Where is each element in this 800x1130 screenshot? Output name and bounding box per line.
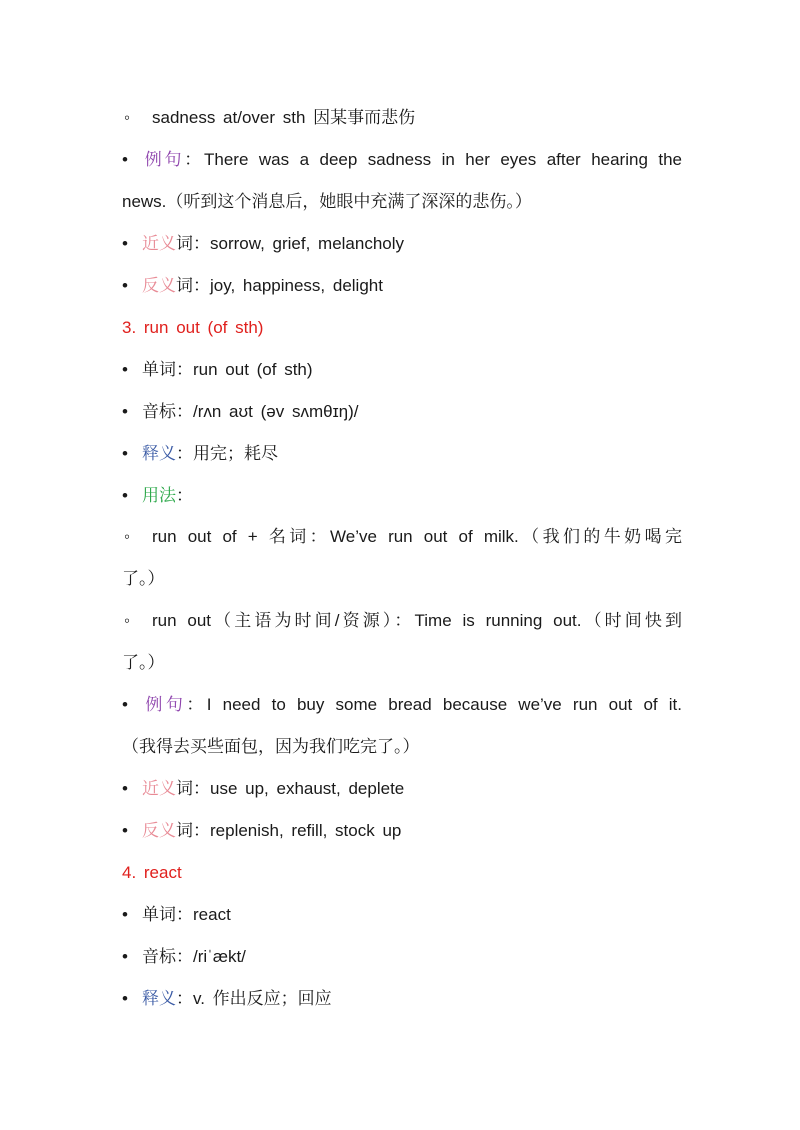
usage-label: 用法 [142, 486, 176, 505]
example-continuation [122, 191, 682, 213]
example-line [122, 694, 682, 716]
colon: ： [176, 486, 193, 505]
bullet-icon: • [122, 779, 128, 798]
meaning-line [122, 988, 682, 1010]
synonyms-text: use up, exhaust, deplete [210, 779, 405, 798]
word-suffix: 词： [176, 821, 210, 840]
bullet-icon: • [122, 821, 128, 840]
phonetic-line [122, 946, 682, 968]
word-line [122, 359, 682, 381]
entry-heading: 3. run out (of sth) [122, 318, 264, 337]
colon: ： [176, 444, 193, 463]
colon: ： [186, 695, 207, 714]
example-text: news.（听到这个消息后，她眼中充满了深深的悲伤。） [122, 192, 532, 211]
meaning-label: 释义 [142, 989, 176, 1008]
meaning-label: 释义 [142, 444, 176, 463]
bullet-icon: • [122, 989, 128, 1008]
antonym-label: 反义 [142, 821, 176, 840]
example-label: 例句 [142, 150, 185, 169]
sub-bullet-icon: ◦ [124, 108, 131, 127]
example-continuation [122, 736, 682, 758]
word-line [122, 904, 682, 926]
bullet-icon: • [122, 402, 128, 421]
bullet-icon: • [122, 695, 128, 714]
sub-bullet-icon: ◦ [124, 527, 131, 546]
word-text: react [193, 905, 231, 924]
usage-text: run out（主语为时间/资源）：Time is running out.（时间快到 [152, 611, 682, 630]
bullet-icon: • [122, 360, 128, 379]
phonetic-label: 音标： [142, 947, 193, 966]
phonetic-line [122, 401, 682, 423]
synonyms-text: sorrow, grief, melancholy [210, 234, 405, 253]
antonyms-line [122, 275, 682, 297]
phonetic-label: 音标： [142, 402, 193, 421]
usage-continuation [122, 652, 682, 674]
synonym-label: 近义 [142, 779, 176, 798]
bullet-icon: • [122, 486, 128, 505]
usage-text: sadness at/over sth 因某事而悲伤 [152, 108, 416, 127]
bullet-icon: • [122, 276, 128, 295]
usage-item [122, 526, 682, 548]
antonym-label: 反义 [142, 276, 176, 295]
usage-continuation [122, 568, 682, 590]
example-text: （我得去买些面包，因为我们吃完了。） [122, 737, 420, 756]
antonyms-text: joy, happiness, delight [210, 276, 383, 295]
bullet-icon: • [122, 234, 128, 253]
example-label: 例句 [142, 695, 187, 714]
word-text: run out (of sth) [193, 360, 313, 379]
example-text: I need to buy some bread because we’ve run out of it. [206, 695, 683, 714]
colon: ： [184, 150, 204, 169]
meaning-text: 用完；耗尽 [193, 444, 278, 463]
synonyms-line [122, 778, 682, 800]
word-label: 单词： [142, 905, 193, 924]
synonym-label: 近义 [142, 234, 176, 253]
meaning-text: v. 作出反应；回应 [193, 989, 332, 1008]
example-line [122, 149, 682, 171]
bullet-icon: • [122, 150, 128, 169]
word-suffix: 词： [176, 234, 210, 253]
phonetic-text: /rʌn aʊt (əv sʌmθɪŋ)/ [193, 402, 359, 421]
entry-heading: 4. react [122, 863, 182, 882]
usage-item [122, 610, 682, 632]
bullet-icon: • [122, 947, 128, 966]
colon: ： [176, 989, 193, 1008]
usage-text: run out of + 名词：We’ve run out of milk.（我们的牛奶喝完 [152, 527, 682, 546]
usage-text: 了。） [122, 653, 165, 672]
antonyms-text: replenish, refill, stock up [210, 821, 402, 840]
sub-bullet-icon: ◦ [124, 611, 131, 630]
meaning-line [122, 443, 682, 465]
usage-text: 了。） [122, 569, 165, 588]
synonyms-line [122, 233, 682, 255]
bullet-icon: • [122, 905, 128, 924]
word-suffix: 词： [176, 276, 210, 295]
bullet-icon: • [122, 444, 128, 463]
phonetic-text: /riˈækt/ [193, 947, 246, 966]
example-text: There was a deep sadness in her eyes after hearing the [204, 150, 683, 169]
usage-item-sadness [122, 107, 682, 129]
word-label: 单词： [142, 360, 193, 379]
antonyms-line [122, 820, 682, 842]
usage-line [122, 485, 682, 507]
word-suffix: 词： [176, 779, 210, 798]
